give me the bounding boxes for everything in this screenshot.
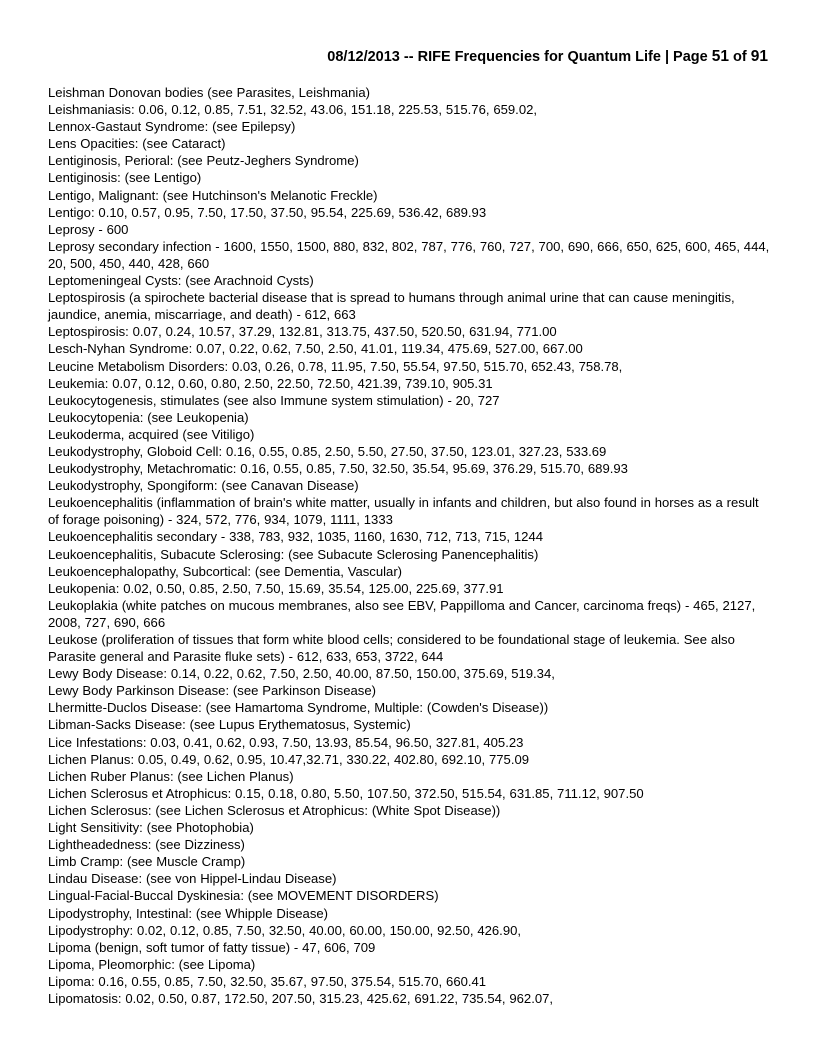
entry-item: Leukopenia: 0.02, 0.50, 0.85, 2.50, 7.50, 15.69, 35.54, 125.00, 225.69, 377.91 xyxy=(48,580,504,596)
header-total-pages: 91 xyxy=(750,48,768,65)
entry-item: Lingual-Facial-Buccal Dyskinesia: (see MOVEMENT DISORDERS) xyxy=(48,888,439,904)
entry-item: Leishmaniasis: 0.06, 0.12, 0.85, 7.51, 32.52, 43.06, 151.18, 225.53, 515.76, 659.02, xyxy=(48,102,538,118)
header-title: RIFE Frequencies for Quantum Life xyxy=(417,49,661,65)
entry-item: Lichen Planus: 0.05, 0.49, 0.62, 0.95, 10.47,32.71, 330.22, 402.80, 692.10, 775.09 xyxy=(48,751,530,767)
entry-item: Lentiginosis, Perioral: (see Peutz-Jeghers Syndrome) xyxy=(48,153,359,169)
header-separator: -- xyxy=(403,49,414,65)
header-divider: | xyxy=(664,49,670,65)
entry-item: Leukoencephalitis secondary - 338, 783, 932, 1035, 1160, 1630, 712, 713, 715, 1244 xyxy=(48,529,544,545)
entry-item: Lightheadedness: (see Dizziness) xyxy=(48,837,245,853)
header-date: 08/12/2013 xyxy=(327,49,400,65)
entry-item: Lentigo: 0.10, 0.57, 0.95, 7.50, 17.50, 37.50, 95.54, 225.69, 536.42, 689.93 xyxy=(48,204,487,220)
entry-item: Limb Cramp: (see Muscle Cramp) xyxy=(48,854,246,870)
entry-item: Lhermitte-Duclos Disease: (see Hamartoma Syndrome, Multiple: (Cowden's Disease)) xyxy=(48,700,549,716)
entry-item: Leprosy - 600 xyxy=(48,221,129,237)
entry-item: Lentigo, Malignant: (see Hutchinson's Melanotic Freckle) xyxy=(48,187,378,203)
entry-item: Leukoplakia (white patches on mucous membranes, also see EBV, Pappilloma and Cancer, carcinoma freqs) - 465, 2127, 2008, 727, 690, 666 xyxy=(48,597,756,630)
entry-item: Lipoma: 0.16, 0.55, 0.85, 7.50, 32.50, 35.67, 97.50, 375.54, 515.70, 660.41 xyxy=(48,973,487,989)
entry-item: Leprosy secondary infection - 1600, 1550, 1500, 880, 832, 802, 787, 776, 760, 727, 700, 690, 666, 650, 625, 600, 465, 444, 20, 500, 450, 440, 428, 660 xyxy=(48,238,770,271)
entry-item: Lipoma, Pleomorphic: (see Lipoma) xyxy=(48,956,256,972)
entry-item: Lewy Body Parkinson Disease: (see Parkinson Disease) xyxy=(48,683,376,699)
entry-item: Lentiginosis: (see Lentigo) xyxy=(48,170,202,186)
entry-item: Leukoencephalitis, Subacute Sclerosing: (see Subacute Sclerosing Panencephalitis) xyxy=(48,546,539,562)
entry-item: Leptomeningeal Cysts: (see Arachnoid Cysts) xyxy=(48,273,314,289)
entry-item: Leukocytopenia: (see Leukopenia) xyxy=(48,409,249,425)
entry-item: Leukose (proliferation of tissues that form white blood cells; considered to be foundational stage of leukemia. See also Parasite general and Parasite fluke sets) - 612, 633, 653, 3722, 644 xyxy=(48,632,735,665)
entry-item: Leptospirosis (a spirochete bacterial disease that is spread to humans through animal urine that can cause meningitis, jaundice, anemia, miscarriage, and death) - 612, 663 xyxy=(48,290,735,323)
entry-list xyxy=(48,84,770,1007)
header-page-word: Page xyxy=(673,49,708,65)
header-page-number: 51 xyxy=(711,48,729,65)
entry-item: Leishman Donovan bodies (see Parasites, Leishmania) xyxy=(48,85,370,100)
entry-item: Leukemia: 0.07, 0.12, 0.60, 0.80, 2.50, 22.50, 72.50, 421.39, 739.10, 905.31 xyxy=(48,375,493,391)
entry-item: Leptospirosis: 0.07, 0.24, 10.57, 37.29, 132.81, 313.75, 437.50, 520.50, 631.94, 771.00 xyxy=(48,324,557,340)
entry-item: Leukodystrophy, Spongiform: (see Canavan Disease) xyxy=(48,478,359,494)
entry-item: Lichen Sclerosus: (see Lichen Sclerosus et Atrophicus: (White Spot Disease)) xyxy=(48,802,501,818)
entry-item: Leukodystrophy, Metachromatic: 0.16, 0.55, 0.85, 7.50, 32.50, 35.54, 95.69, 376.29, 515.70, 689.93 xyxy=(48,461,628,477)
entry-item: Leukoencephalopathy, Subcortical: (see Dementia, Vascular) xyxy=(48,563,403,579)
entry-item: Lice Infestations: 0.03, 0.41, 0.62, 0.93, 7.50, 13.93, 85.54, 96.50, 327.81, 405.23 xyxy=(48,734,524,750)
entry-item: Lipodystrophy: 0.02, 0.12, 0.85, 7.50, 32.50, 40.00, 60.00, 150.00, 92.50, 426.90, xyxy=(48,922,522,938)
entry-item: Lesch-Nyhan Syndrome: 0.07, 0.22, 0.62, 7.50, 2.50, 41.01, 119.34, 475.69, 527.00, 667.00 xyxy=(48,341,583,357)
entry-item: Light Sensitivity: (see Photophobia) xyxy=(48,820,254,836)
entry-item: Lewy Body Disease: 0.14, 0.22, 0.62, 7.50, 2.50, 40.00, 87.50, 150.00, 375.69, 519.34, xyxy=(48,666,555,682)
entry-item: Leukoderma, acquired (see Vitiligo) xyxy=(48,426,255,442)
entry-item: Lichen Ruber Planus: (see Lichen Planus) xyxy=(48,768,294,784)
entry-item: Lipodystrophy, Intestinal: (see Whipple Disease) xyxy=(48,905,329,921)
entry-item: Lindau Disease: (see von Hippel-Lindau Disease) xyxy=(48,871,337,887)
entry-item: Lens Opacities: (see Cataract) xyxy=(48,136,226,152)
entry-item: Leukocytogenesis, stimulates (see also Immune system stimulation) - 20, 727 xyxy=(48,392,500,408)
entry-item: Lipoma (benign, soft tumor of fatty tissue) - 47, 606, 709 xyxy=(48,939,376,955)
entry-item: Lipomatosis: 0.02, 0.50, 0.87, 172.50, 207.50, 315.23, 425.62, 691.22, 735.54, 962.07, xyxy=(48,990,554,1006)
entry-item: Leukoencephalitis (inflammation of brain's white matter, usually in infants and children, but also found in horses as a result of forage poisoning) - 324, 572, 776, 934, 1079, 1111, 1333 xyxy=(48,495,759,528)
entry-item: Leucine Metabolism Disorders: 0.03, 0.26, 0.78, 11.95, 7.50, 55.54, 97.50, 515.70, 652.43, 758.78, xyxy=(48,358,623,374)
entry-item: Lichen Sclerosus et Atrophicus: 0.15, 0.18, 0.80, 5.50, 107.50, 372.50, 515.54, 631.85, 711.12, 907.50 xyxy=(48,785,644,801)
header-of-word: of xyxy=(733,49,747,65)
entry-item: Leukodystrophy, Globoid Cell: 0.16, 0.55, 0.85, 2.50, 5.50, 27.50, 37.50, 123.01, 327.23, 533.69 xyxy=(48,443,607,459)
entry-item: Libman-Sacks Disease: (see Lupus Erythematosus, Systemic) xyxy=(48,717,411,733)
page-header xyxy=(327,48,768,66)
entry-item: Lennox-Gastaut Syndrome: (see Epilepsy) xyxy=(48,119,296,135)
